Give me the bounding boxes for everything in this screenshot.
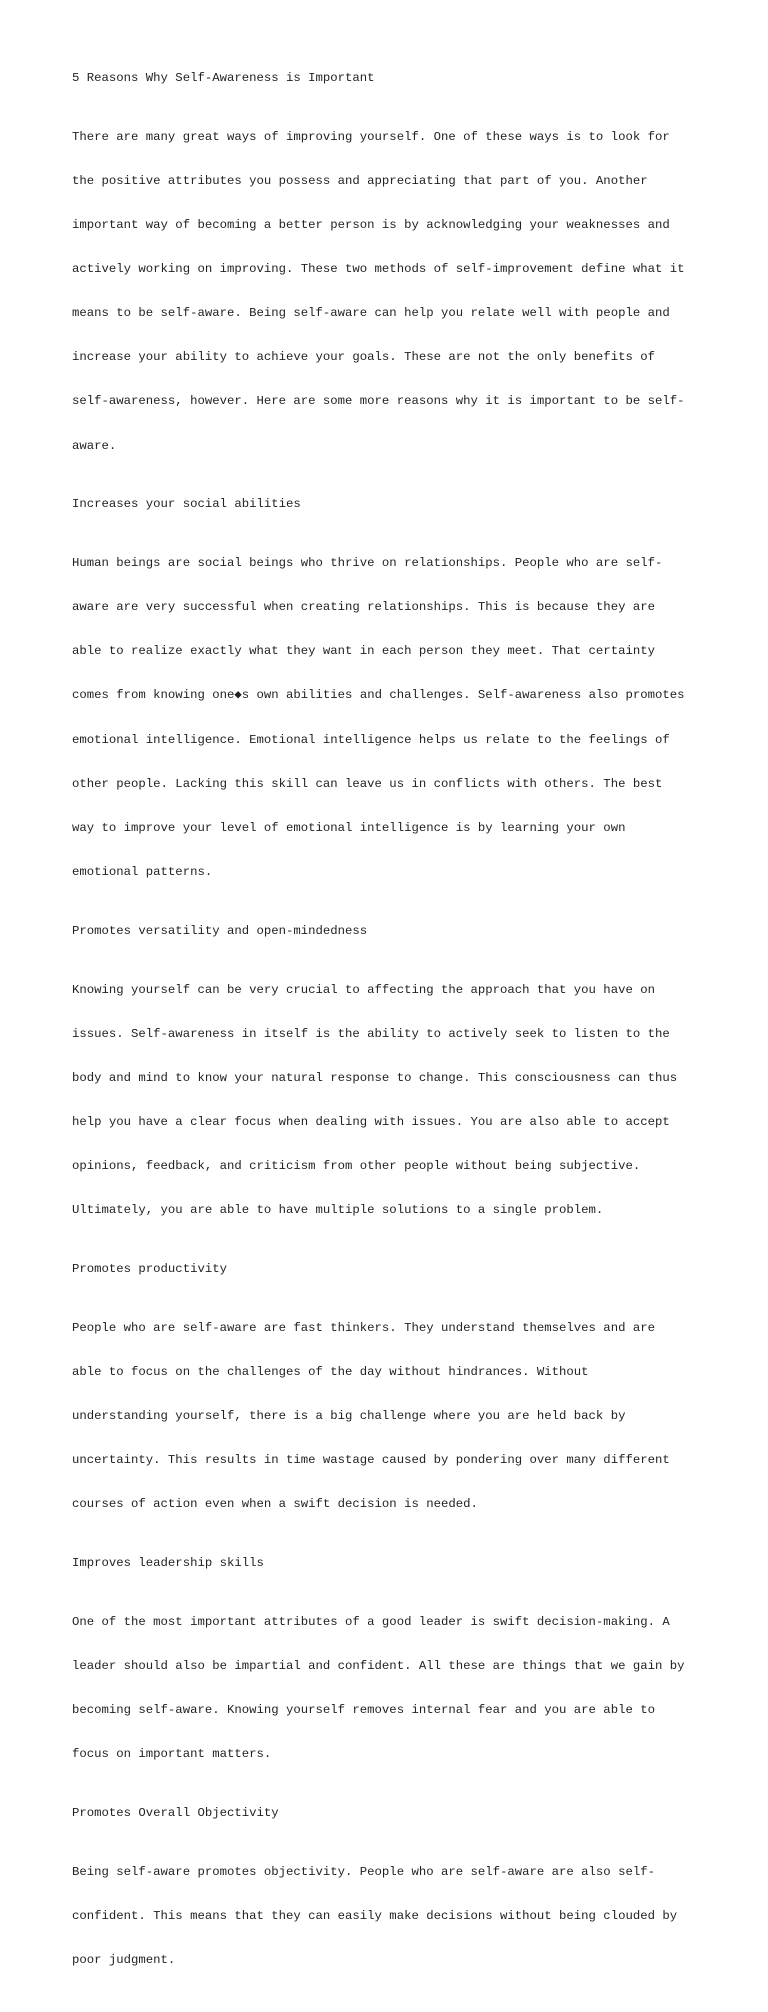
paragraph-line: emotional patterns.: [72, 864, 213, 879]
paragraph-line: the positive attributes you possess and appreciating that part of you. Another: [72, 173, 648, 188]
paragraph-line: help you have a clear focus when dealing with issues. You are also able to accept: [72, 1114, 670, 1129]
section-heading: Promotes Overall Objectivity: [72, 1805, 279, 1820]
paragraph-line: becoming self-aware. Knowing yourself removes internal fear and you are able to: [72, 1702, 655, 1717]
section-paragraph: [72, 1585, 712, 1791]
paragraph-line: increase your ability to achieve your goals. These are not the only benefits of: [72, 350, 655, 365]
paragraph-line: able to focus on the challenges of the day without hindrances. Without: [72, 1364, 589, 1379]
paragraph-line: People who are self-aware are fast thinkers. They understand themselves and are: [72, 1320, 655, 1335]
intro-paragraph: [72, 100, 712, 482]
section-paragraph: [72, 953, 712, 1247]
paragraph-line: opinions, feedback, and criticism from other people without being subjective.: [72, 1158, 641, 1173]
paragraph-line: Being self-aware promotes objectivity. People who are self-aware are also self-: [72, 1864, 655, 1879]
paragraph-line: focus on important matters.: [72, 1747, 272, 1762]
section-paragraph: [72, 1835, 712, 1997]
section-heading: Increases your social abilities: [72, 497, 301, 512]
paragraph-line: way to improve your level of emotional intelligence is by learning your own: [72, 820, 626, 835]
section-paragraph: [72, 527, 712, 909]
paragraph-line: poor judgment.: [72, 1952, 176, 1967]
section-paragraph: [72, 1291, 712, 1541]
section-heading: Promotes versatility and open-mindedness: [72, 923, 368, 938]
paragraph-line: Human beings are social beings who thrive on relationships. People who are self-: [72, 556, 663, 571]
paragraph-line: uncertainty. This results in time wastage caused by pondering over many different: [72, 1452, 670, 1467]
section-heading: Promotes productivity: [72, 1261, 227, 1276]
paragraph-line: able to realize exactly what they want in each person they meet. That certainty: [72, 644, 655, 659]
document-title: 5 Reasons Why Self-Awareness is Important: [72, 71, 375, 85]
paragraph-line: means to be self-aware. Being self-aware can help you relate well with people and: [72, 306, 670, 321]
paragraph-line: actively working on improving. These two methods of self-improvement define what it: [72, 262, 685, 277]
paragraph-line: leader should also be impartial and confident. All these are things that we gain by: [72, 1658, 685, 1673]
paragraph-line: Ultimately, you are able to have multiple solutions to a single problem.: [72, 1203, 604, 1218]
paragraph-line: emotional intelligence. Emotional intelligence helps us relate to the feelings of: [72, 732, 670, 747]
paragraph-line: There are many great ways of improving yourself. One of these ways is to look for: [72, 129, 670, 144]
paragraph-line: self-awareness, however. Here are some more reasons why it is important to be self-: [72, 394, 685, 409]
paragraph-line: other people. Lacking this skill can leave us in conflicts with others. The best: [72, 776, 663, 791]
paragraph-line: courses of action even when a swift decision is needed.: [72, 1497, 478, 1512]
paragraph-line: aware.: [72, 438, 117, 453]
paragraph-line: Knowing yourself can be very crucial to affecting the approach that you have on: [72, 982, 655, 997]
paragraph-line: issues. Self-awareness in itself is the ability to actively seek to listen to the: [72, 1026, 670, 1041]
document-page: [72, 71, 712, 2012]
paragraph-line: comes from knowing one◆s own abilities and challenges. Self-awareness also promotes: [72, 688, 685, 703]
paragraph-line: understanding yourself, there is a big challenge where you are held back by: [72, 1408, 626, 1423]
paragraph-line: body and mind to know your natural response to change. This consciousness can thus: [72, 1070, 678, 1085]
paragraph-line: aware are very successful when creating relationships. This is because they are: [72, 600, 655, 615]
paragraph-line: important way of becoming a better person is by acknowledging your weaknesses and: [72, 218, 670, 233]
paragraph-line: One of the most important attributes of a good leader is swift decision-making. A: [72, 1614, 670, 1629]
paragraph-line: confident. This means that they can easily make decisions without being clouded by: [72, 1908, 678, 1923]
section-heading: Improves leadership skills: [72, 1555, 264, 1570]
